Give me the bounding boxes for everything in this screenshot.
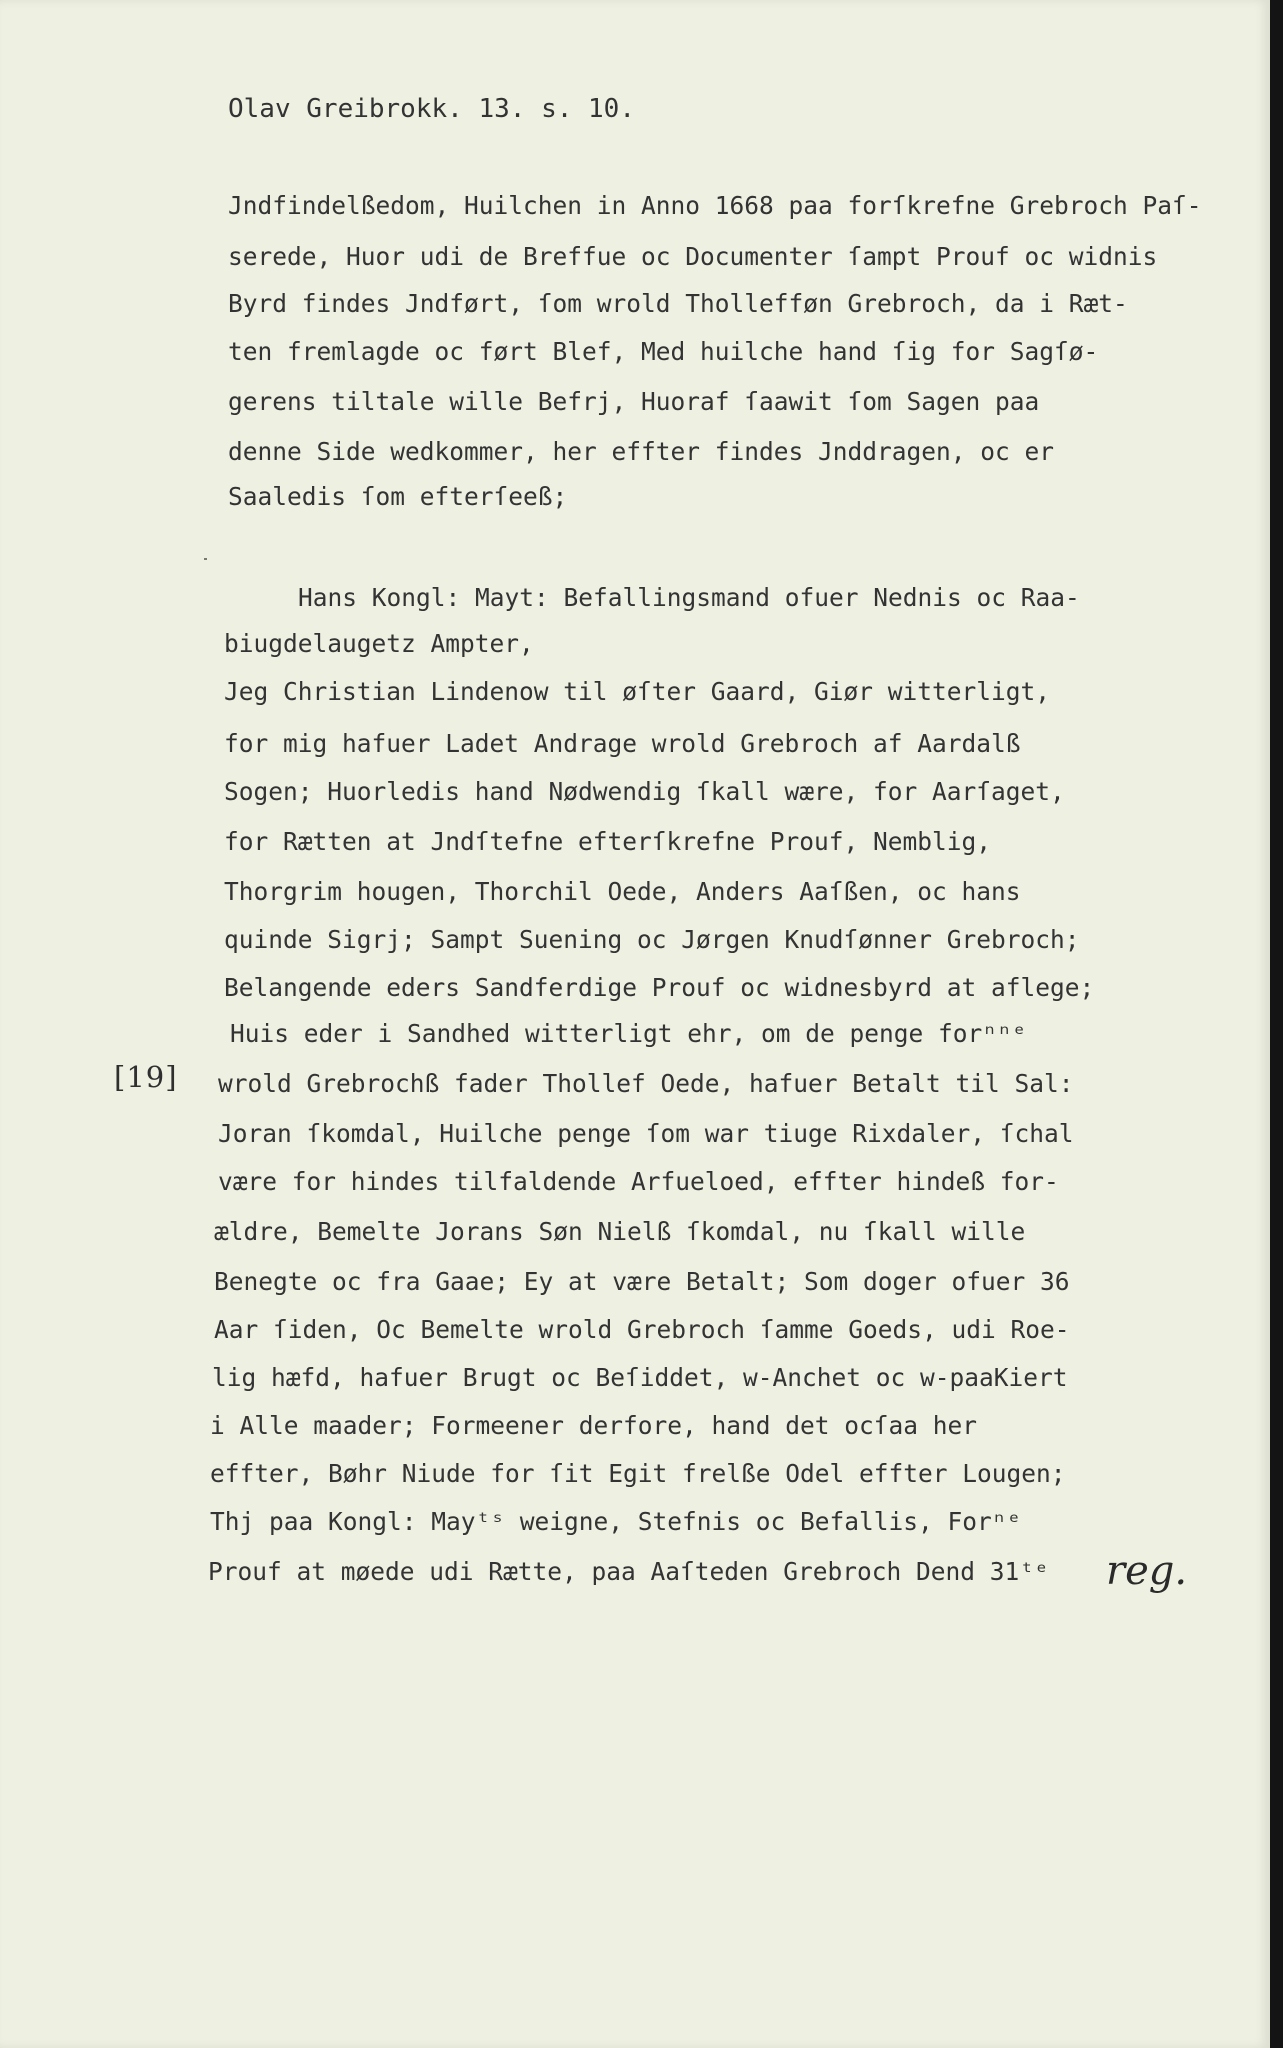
paragraph-1-line-5: gerens tiltale wille Befrj, Huoraf ſaawit ſom Sagen paa — [228, 387, 1040, 416]
paragraph-2-line-7: Thorgrim hougen, Thorchil Oede, Anders Aaſßen, oc hans — [224, 877, 1021, 906]
paragraph-2-line-17: lig hæfd, hafuer Brugt oc Beſiddet, w-Anchet oc w-paaKiert — [212, 1363, 1068, 1392]
paragraph-1-line-6: denne Side wedkommer, her effter findes Jnddragen, oc er — [228, 437, 1055, 466]
paragraph-2-line-10: Huis eder i Sandhed witterligt ehr, om de penge forⁿⁿᵉ — [230, 1019, 1027, 1048]
paragraph-2-line-18: i Alle maader; Formeener derfore, hand det ocſaa her — [210, 1411, 978, 1440]
paragraph-2-line-6: for Rætten at Jndſtefne efterſkrefne Prouf, Nemblig, — [224, 827, 992, 856]
margin-page-number: [19] — [114, 1060, 178, 1094]
paragraph-2-line-19: effter, Bøhr Niude for ſit Egit frelße Odel effter Lougen; — [210, 1459, 1066, 1488]
paragraph-2-line-15: Benegte oc fra Gaae; Ey at være Betalt; Som doger ofuer 36 — [214, 1267, 1070, 1296]
paragraph-2-line-11: wrold Grebrochß fader Thollef Oede, hafuer Betalt til Sal: — [218, 1069, 1074, 1098]
paragraph-2-line-1: Hans Kongl: Mayt: Befallingsmand ofuer Nednis oc Raa- — [298, 583, 1080, 612]
paragraph-2-line-21: Prouf at møede udi Rætte, paa Aaſteden Grebroch Dend 31ᵗᵉ — [208, 1557, 1049, 1586]
paragraph-2-line-4: for mig hafuer Ladet Andrage wrold Grebroch af Aardalß — [224, 729, 1021, 758]
paragraph-1-line-2: serede, Huor udi de Breffue oc Documenter ſampt Prouf oc widnis — [228, 242, 1158, 271]
paragraph-1-line-3: Byrd findes Jndført, ſom wrold Thollefføn Grebroch, da i Ræt- — [228, 289, 1128, 318]
stray-mark — [204, 558, 207, 560]
scan-edge — [1270, 0, 1283, 2048]
paragraph-2-line-13: være for hindes tilfaldende Arfueloed, effter hindeß for- — [218, 1167, 1059, 1196]
paragraph-2-line-16: Aar ſiden, Oc Bemelte wrold Grebroch ſamme Goeds, udi Roe- — [214, 1315, 1070, 1344]
paragraph-2-line-20: Thj paa Kongl: Mayᵗˢ weigne, Stefnis oc Befallis, Forⁿᵉ — [210, 1507, 1022, 1536]
paragraph-1-line-1: Jndfindelßedom, Huilchen in Anno 1668 paa forſkrefne Grebroch Paſ- — [228, 191, 1202, 220]
paragraph-2-line-12: Joran ſkomdal, Huilche penge ſom war tiuge Rixdaler, ſchal — [218, 1119, 1074, 1148]
paragraph-2-line-8: quinde Sigrj; Sampt Suening oc Jørgen Knudſønner Grebroch; — [224, 925, 1080, 954]
paragraph-2-line-5: Sogen; Huorledis hand Nødwendig ſkall wære, for Aarſaget, — [224, 777, 1065, 806]
paragraph-1-line-7: Saaledis ſom efterſeeß; — [228, 482, 568, 511]
paragraph-2-line-3: Jeg Christian Lindenow til øſter Gaard, Giør witterligt, — [224, 677, 1051, 706]
paragraph-2-line-9: Belangende eders Sandferdige Prouf oc widnesbyrd at aflege; — [224, 973, 1095, 1002]
handwritten-note: reg. — [1106, 1548, 1188, 1594]
paragraph-2-line-2: biugdelaugetz Ampter, — [224, 629, 534, 658]
paragraph-2-line-14: ældre, Bemelte Jorans Søn Nielß ſkomdal, nu ſkall wille — [214, 1217, 1026, 1246]
paragraph-1-line-4: ten fremlagde oc ført Blef, Med huilche hand ſig for Sagſø- — [228, 337, 1099, 366]
document-heading: Olav Greibrokk. 13. s. 10. — [228, 94, 635, 124]
